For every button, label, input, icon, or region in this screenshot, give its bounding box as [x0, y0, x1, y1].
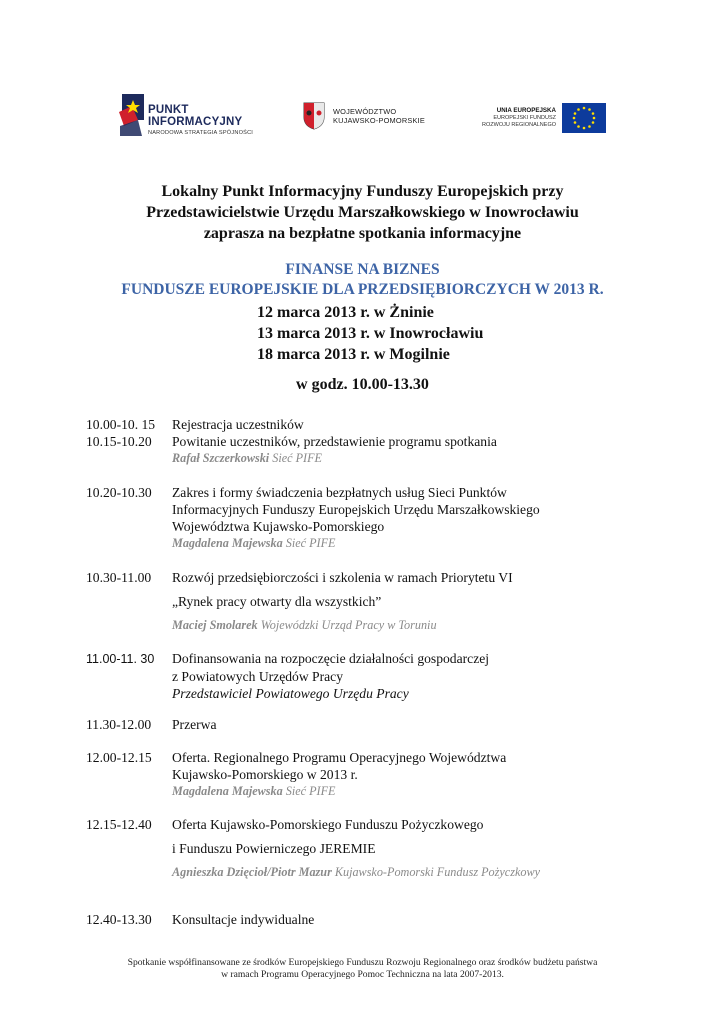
speaker-name: Magdalena Majewska [172, 784, 283, 798]
coat-of-arms-icon [303, 102, 325, 130]
program-item [86, 484, 706, 552]
speaker-line [86, 864, 706, 881]
headline-title: FINANSE NA BIZNES [285, 261, 440, 278]
program-text: Oferta. Regionalnego Programu Operacyjnego Województwa [172, 750, 507, 765]
speaker-org: Sieć PIFE [285, 536, 336, 550]
speaker-org: Sieć PIFE [272, 451, 322, 465]
program-text: Oferta Kujawsko-Pomorskiego Funduszu Pożyczkowego [172, 817, 484, 832]
program-text: Rejestracja uczestników [172, 417, 304, 432]
speaker-name: Magdalena Majewska [172, 536, 283, 550]
headline-block [0, 260, 725, 300]
speaker-line [86, 617, 706, 634]
footer-line: w ramach Programu Operacyjnego Pomoc Techniczna na lata 2007-2013. [221, 969, 504, 980]
program-text-cont: Województwa Kujawsko-Pomorskiego [172, 519, 385, 534]
program-item [86, 716, 706, 733]
pi-logo-line2: INFORMACYJNY [148, 116, 243, 128]
speaker-name: Agnieszka Dzięcioł/Piotr Mazur [172, 865, 332, 879]
date-line: 18 marca 2013 r. w Mogilnie [257, 346, 450, 363]
program-item [86, 816, 706, 881]
speaker-line [86, 783, 706, 800]
date-line: 12 marca 2013 r. w Żninie [257, 304, 434, 321]
speaker-name: Maciej Smolarek [172, 618, 258, 632]
program-text-cont: Kujawsko-Pomorskiego w 2013 r. [172, 767, 358, 782]
eu-flag-icon [562, 103, 606, 133]
program-text: Dofinansowania na rozpoczęcie działalności gospodarczej [172, 651, 490, 666]
intro-line: Lokalny Punkt Informacyjny Funduszy Europejskich przy [161, 183, 564, 200]
program-time: 10.20-10.30 [86, 485, 152, 500]
program-item [86, 911, 706, 928]
hours-line: w godz. 10.00-13.30 [296, 376, 429, 393]
program-time: 10.00-10. 15 [86, 417, 156, 432]
program-item [86, 569, 706, 634]
program-text: Powitanie uczestników, przedstawienie programu spotkania [172, 434, 497, 449]
program-time: 12.00-12.15 [86, 750, 152, 765]
program-text: Przerwa [172, 717, 217, 732]
program-text-cont: Informacyjnych Funduszy Europejskich Urzędu Marszałkowskiego [172, 502, 540, 517]
speaker-org: Kujawsko-Pomorski Fundusz Pożyczkowy [334, 865, 540, 879]
program-text: Zakres i formy świadczenia bezpłatnych usług Sieci Punktów [172, 485, 507, 500]
speaker-name: Rafał Szczerkowski [172, 451, 270, 465]
ue-logo-line1: UNIA EUROPEJSKA [496, 107, 556, 114]
program-time: 11.00-11. 30 [86, 652, 155, 666]
intro-line: zaprasza na bezpłatne spotkania informacyjne [203, 225, 522, 242]
wojewodztwo-logo [303, 88, 433, 140]
footer [0, 957, 725, 981]
star-flag-icon [116, 90, 146, 138]
speaker-org: Sieć PIFE [285, 784, 336, 798]
program-text: Konsultacje indywidualne [172, 912, 315, 927]
program-item [86, 416, 706, 433]
ue-logo-line2: EUROPEJSKI FUNDUSZ [493, 115, 556, 121]
speaker-org: Wojewódzki Urząd Pracy w Toruniu [260, 618, 437, 632]
program-time: 12.15-12.40 [86, 817, 152, 832]
date-line: 13 marca 2013 r. w Inowrocławiu [257, 325, 484, 342]
speaker-line [86, 535, 706, 552]
intro-block [0, 181, 725, 244]
program-time: 10.30-11.00 [86, 570, 152, 585]
program-time: 12.40-13.30 [86, 912, 152, 927]
program-time: 10.15-10.20 [86, 434, 152, 449]
speaker-line [86, 450, 706, 467]
headline-subtitle: FUNDUSZE EUROPEJSKIE DLA PRZEDSIĘBIORCZYCH W 2013 R. [121, 281, 604, 298]
ue-logo-line3: ROZWOJU REGIONALNEGO [482, 122, 556, 128]
punkt-informacyjny-logo [116, 88, 266, 140]
pi-logo-line1: PUNKT [148, 104, 189, 116]
program-item [86, 433, 706, 467]
program-item [86, 650, 706, 702]
program-time: 11.30-12.00 [86, 717, 152, 732]
footer-line: Spotkanie współfinansowane ze środków Europejskiego Funduszu Rozwoju Regionalnego oraz środków budżetu państwa [127, 957, 598, 968]
wkp-logo-line2: KUJAWSKO-POMORSKIE [333, 116, 426, 125]
program-text: Rozwój przedsiębiorczości i szkolenia w ramach Priorytetu VI [172, 570, 513, 585]
pi-logo-line3: NARODOWA STRATEGIA SPÓJNOŚCI [148, 130, 254, 136]
unia-europejska-logo [470, 88, 610, 140]
intro-line: Przedstawicielstwie Urzędu Marszałkowskiego w Inowrocławiu [146, 204, 579, 221]
program-text-cont: „Rynek pracy otwarty dla wszystkich” [172, 594, 382, 609]
program-item [86, 749, 706, 800]
dates-block [257, 302, 483, 365]
program-text-cont: z Powiatowych Urzędów Pracy [172, 669, 344, 684]
logo-bar [0, 88, 725, 140]
program-text-cont: i Funduszu Powierniczego JEREMIE [172, 841, 376, 856]
program-text-cont: Przedstawiciel Powiatowego Urzędu Pracy [172, 686, 409, 701]
wkp-logo-line1: WOJEWÓDZTWO [333, 107, 397, 116]
